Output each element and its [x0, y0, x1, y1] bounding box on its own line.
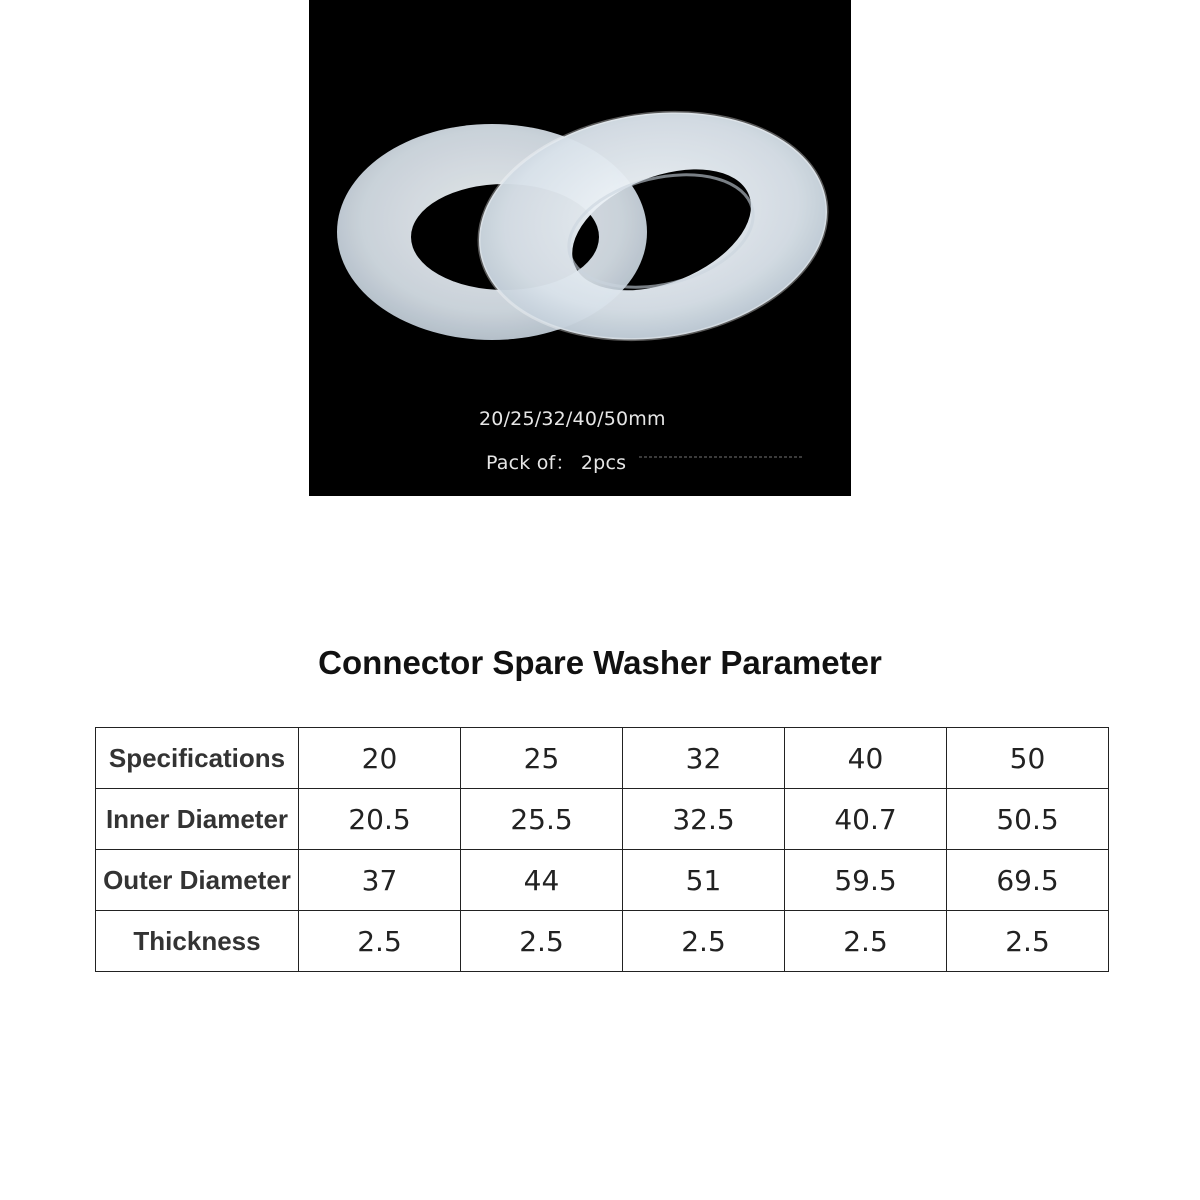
table-cell: 69.5 [947, 850, 1109, 911]
table-row [96, 911, 1109, 972]
table-cell: 2.5 [299, 911, 461, 972]
table-cell: 50.5 [947, 789, 1109, 850]
caption-sizes: 20/25/32/40/50mm [479, 408, 666, 430]
table-row [96, 850, 1109, 911]
table-cell: 2.5 [947, 911, 1109, 972]
table-cell: 2.5 [785, 911, 947, 972]
table-row [96, 728, 1109, 789]
table-cell: 25 [461, 728, 623, 789]
row-label: Outer Diameter [96, 850, 299, 911]
product-photo [309, 0, 851, 496]
table-cell: 20 [299, 728, 461, 789]
table-cell: 40.7 [785, 789, 947, 850]
table-row [96, 789, 1109, 850]
table-cell: 59.5 [785, 850, 947, 911]
table-cell: 37 [299, 850, 461, 911]
row-label: Specifications [96, 728, 299, 789]
row-label: Thickness [96, 911, 299, 972]
spec-table [95, 727, 1109, 972]
table-cell: 2.5 [623, 911, 785, 972]
table-cell: 50 [947, 728, 1109, 789]
table-cell: 51 [623, 850, 785, 911]
table-cell: 32.5 [623, 789, 785, 850]
table-cell: 2.5 [461, 911, 623, 972]
table-cell: 32 [623, 728, 785, 789]
table-cell: 44 [461, 850, 623, 911]
row-label: Inner Diameter [96, 789, 299, 850]
table-title: Connector Spare Washer Parameter [318, 644, 882, 681]
table-cell: 25.5 [461, 789, 623, 850]
table-cell: 20.5 [299, 789, 461, 850]
table-cell: 40 [785, 728, 947, 789]
caption-pack: Pack of： 2pcs [486, 452, 627, 474]
